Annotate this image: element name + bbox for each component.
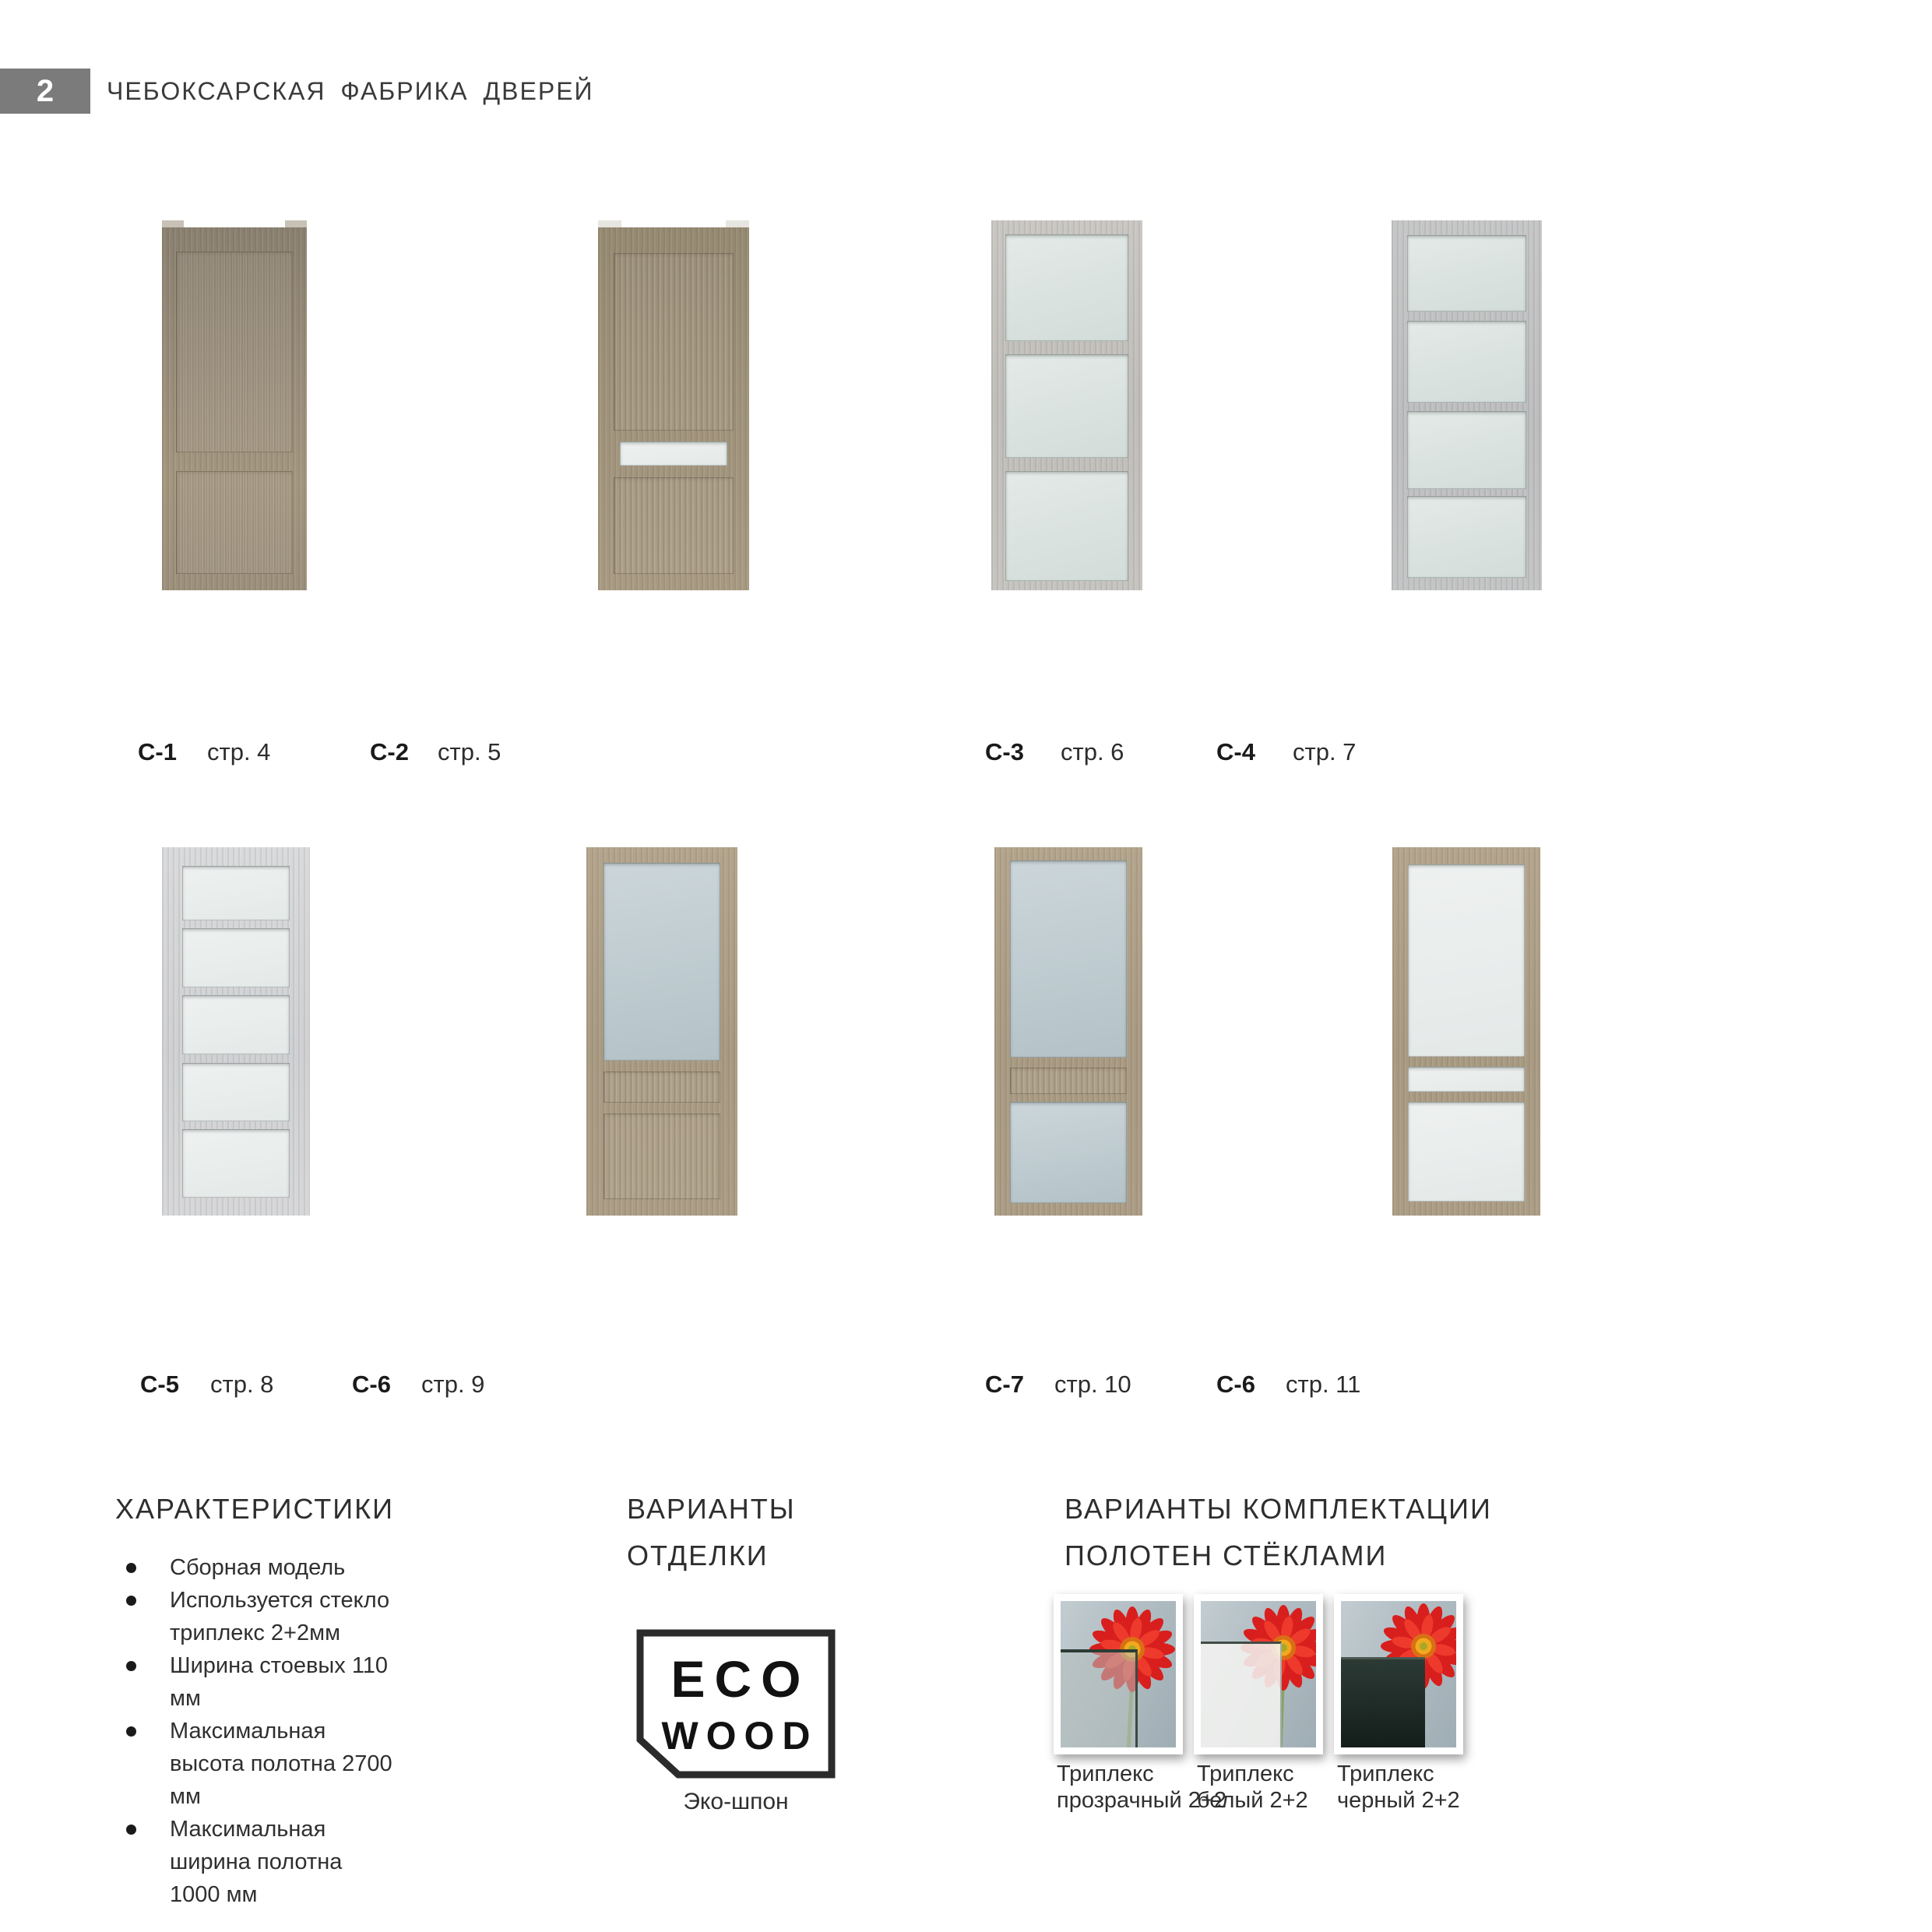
characteristics-item: Ширина стоевых 110 мм bbox=[115, 1649, 396, 1715]
wood-panel bbox=[604, 1114, 720, 1199]
glass-caption-line1: Триплекс bbox=[1057, 1761, 1154, 1786]
glass-caption-line2: черный 2+2 bbox=[1337, 1788, 1460, 1813]
characteristics-list bbox=[115, 1551, 396, 1911]
door-code-label: С-1 bbox=[138, 738, 177, 765]
door-thumbnail-c6-p9 bbox=[586, 847, 737, 1216]
door-page-ref: стр. 10 bbox=[1054, 1371, 1131, 1398]
characteristics-item: Максимальная высота полотна 2700 мм bbox=[115, 1715, 396, 1813]
door-page-ref: стр. 9 bbox=[421, 1371, 485, 1398]
door-code-label: С-6 bbox=[352, 1371, 391, 1398]
eco-wood-badge-text-bottom: WOOD bbox=[661, 1714, 818, 1758]
glass-panel bbox=[1010, 1102, 1127, 1203]
door-thumbnail-c1 bbox=[162, 220, 307, 590]
glass-panel bbox=[1005, 354, 1128, 458]
glass-sheet-corner bbox=[1201, 1642, 1282, 1747]
door-code-label: С-6 bbox=[1216, 1371, 1255, 1398]
wood-panel bbox=[614, 253, 734, 431]
glass-sample-photo bbox=[1061, 1601, 1176, 1747]
glass-panel bbox=[182, 995, 290, 1054]
wood-panel bbox=[604, 1072, 720, 1103]
glass-panel bbox=[1407, 496, 1526, 578]
page-number-badge: 2 bbox=[0, 69, 90, 114]
eco-wood-badge-text-top: ECO bbox=[670, 1650, 811, 1708]
door-code-label: С-3 bbox=[985, 738, 1024, 765]
glass-sample-photo bbox=[1201, 1601, 1316, 1747]
glass-sample-transparent bbox=[1054, 1594, 1183, 1754]
characteristics-item: Максимальная ширина полотна 1000 мм bbox=[115, 1813, 396, 1911]
page-title: ЧЕБОКСАРСКАЯ ФАБРИКА ДВЕРЕЙ bbox=[107, 77, 594, 105]
glass-panel bbox=[1010, 860, 1127, 1057]
glass-caption-line1: Триплекс bbox=[1197, 1761, 1294, 1786]
door-thumbnail-c2 bbox=[598, 220, 749, 590]
finish-title-line1: ВАРИАНТЫ bbox=[627, 1493, 796, 1525]
glass-sample-caption bbox=[1337, 1761, 1460, 1814]
finish-title-line2: ОТДЕЛКИ bbox=[627, 1540, 769, 1571]
eco-wood-badge bbox=[636, 1629, 836, 1779]
door-page-ref: стр. 8 bbox=[210, 1371, 274, 1398]
glass-panel bbox=[1407, 411, 1526, 489]
wood-panel bbox=[176, 471, 293, 574]
glass-panel bbox=[1407, 321, 1526, 403]
glass-panel bbox=[620, 442, 727, 466]
glass-panel bbox=[1005, 471, 1128, 581]
door-thumbnail-c5 bbox=[162, 847, 310, 1216]
glass-sample-caption bbox=[1197, 1761, 1308, 1814]
door-page-ref: стр. 6 bbox=[1061, 738, 1124, 765]
glass-panel bbox=[182, 1129, 290, 1198]
wood-panel bbox=[176, 252, 293, 452]
glass-panel bbox=[1408, 1067, 1525, 1092]
glass-panel bbox=[182, 1063, 290, 1121]
glass-sheet-corner bbox=[1061, 1649, 1138, 1747]
glass-caption-line2: прозрачный 2+2 bbox=[1057, 1788, 1226, 1813]
door-page-ref: стр. 7 bbox=[1293, 738, 1357, 765]
glass-panel bbox=[1407, 235, 1526, 311]
characteristics-item: Сборная модель bbox=[115, 1551, 396, 1584]
characteristics-item: Используется стекло триплекс 2+2мм bbox=[115, 1584, 396, 1649]
glazing-title-line2: ПОЛОТЕН СТЁКЛАМИ bbox=[1065, 1540, 1388, 1571]
door-code-label: С-4 bbox=[1216, 738, 1255, 765]
door-page-ref: стр. 5 bbox=[438, 738, 501, 765]
glass-panel bbox=[182, 866, 290, 920]
eco-veneer-caption: Эко-шпон bbox=[683, 1789, 789, 1814]
door-code-label: С-2 bbox=[370, 738, 409, 765]
wood-panel bbox=[1010, 1068, 1127, 1094]
glass-panel bbox=[182, 928, 290, 987]
door-thumbnail-c4 bbox=[1392, 220, 1542, 590]
glass-caption-line2: белый 2+2 bbox=[1197, 1788, 1308, 1813]
door-page-ref: стр. 4 bbox=[207, 738, 271, 765]
glass-sample-white bbox=[1194, 1594, 1323, 1754]
glass-caption-line1: Триплекс bbox=[1337, 1761, 1434, 1786]
glass-panel bbox=[1408, 1102, 1525, 1202]
door-thumbnail-c3 bbox=[991, 220, 1142, 590]
glass-sample-photo bbox=[1341, 1601, 1456, 1747]
door-code-label: С-7 bbox=[985, 1371, 1024, 1398]
glass-panel bbox=[1408, 864, 1525, 1057]
glass-sheet-corner bbox=[1341, 1657, 1425, 1747]
door-page-ref: стр. 11 bbox=[1286, 1371, 1361, 1398]
glazing-title-line1: ВАРИАНТЫ КОМПЛЕКТАЦИИ bbox=[1065, 1493, 1492, 1525]
glass-panel bbox=[1005, 234, 1128, 341]
glass-panel bbox=[604, 863, 720, 1061]
door-code-label: С-5 bbox=[140, 1371, 179, 1398]
glass-sample-black bbox=[1334, 1594, 1463, 1754]
wood-panel bbox=[614, 477, 734, 574]
door-thumbnail-c6-p11 bbox=[1392, 847, 1540, 1216]
door-thumbnail-c7 bbox=[994, 847, 1142, 1216]
characteristics-title: ХАРАКТЕРИСТИКИ bbox=[115, 1493, 395, 1525]
